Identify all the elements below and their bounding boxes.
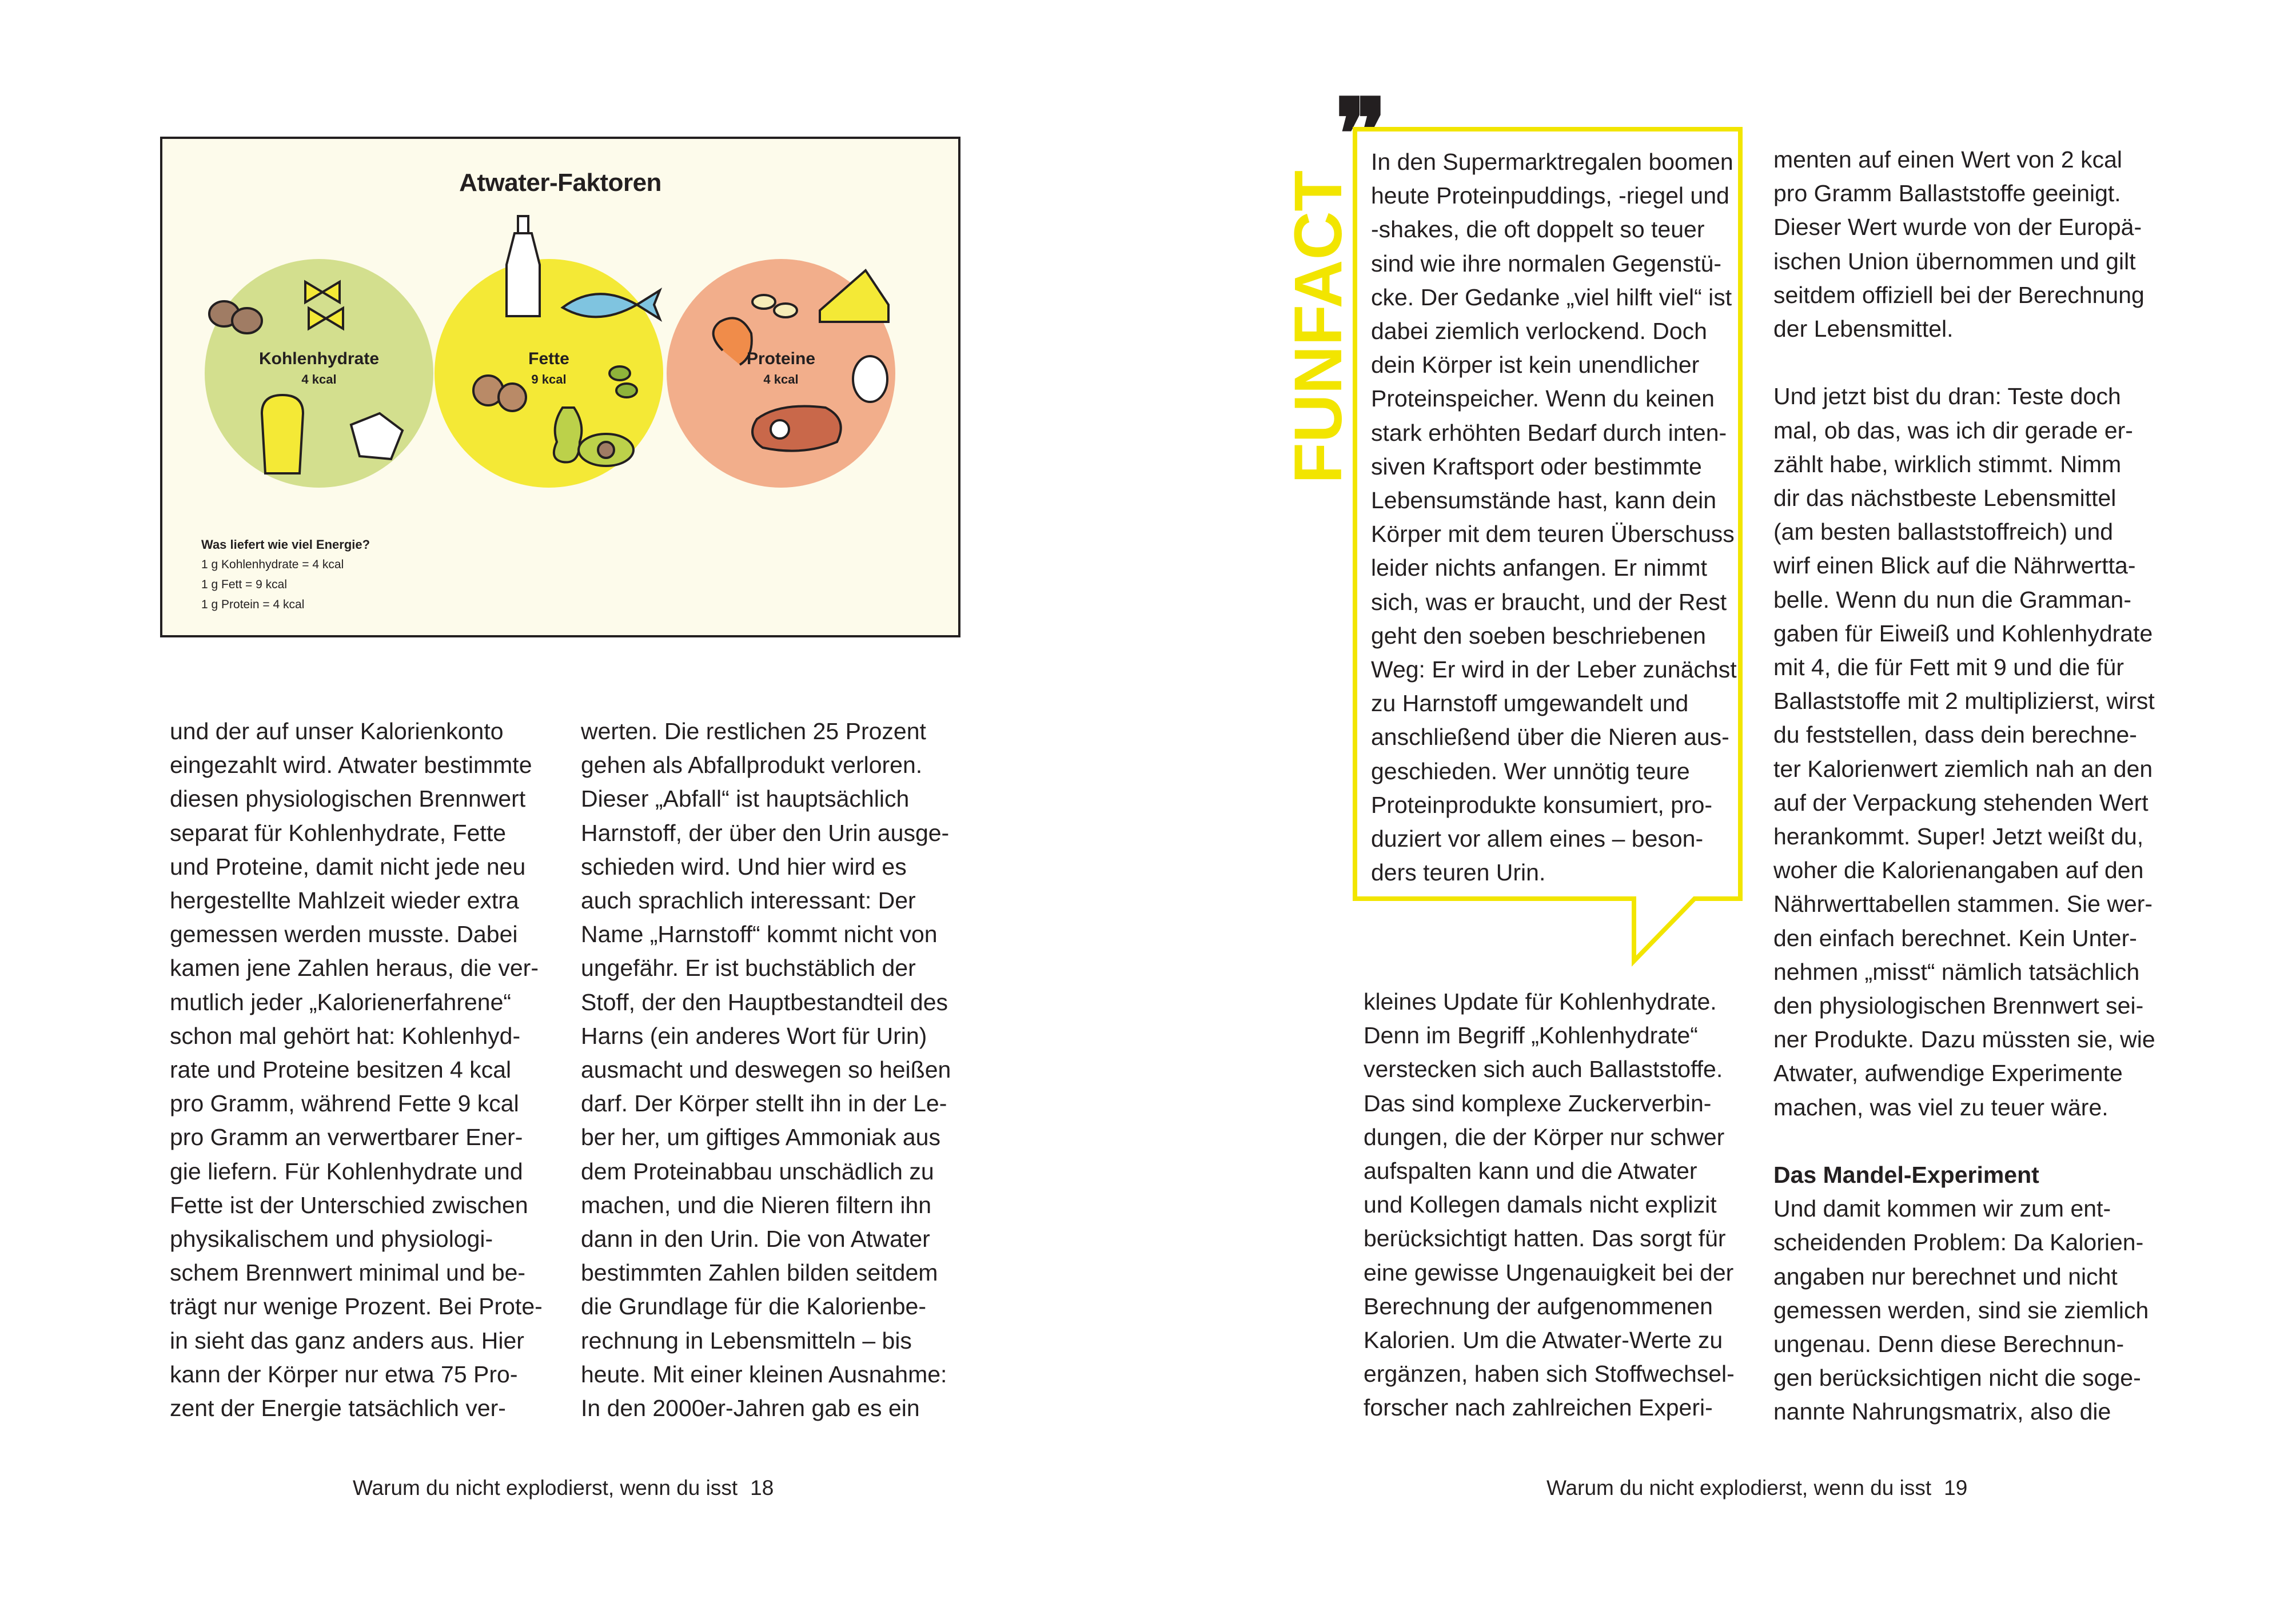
text-line: dann in den Urin. Die von Atwater bbox=[581, 1226, 930, 1253]
fats-label bbox=[457, 349, 640, 387]
text-line: sind wie ihre normalen Gegenstü- bbox=[1371, 250, 1722, 277]
text-line: separat für Kohlenhydrate, Fette bbox=[170, 819, 507, 846]
text-line: heute Proteinpuddings, -riegel und bbox=[1371, 182, 1729, 209]
text-line: gaben für Eiweiß und Kohlenhydrate bbox=[1773, 620, 2153, 647]
text-line: heute. Mit einer kleinen Ausnahme: bbox=[581, 1361, 947, 1387]
text-line: ungenau. Denn diese Berechnun- bbox=[1773, 1331, 2124, 1358]
text-line: dabei ziemlich verlockend. Doch bbox=[1371, 318, 1707, 345]
text-line: -shakes, die oft doppelt so teuer bbox=[1371, 216, 1705, 243]
running-title: Warum du nicht explodierst, wenn du isst bbox=[353, 1476, 738, 1500]
text-line: Lebensumstände hast, kann dein bbox=[1371, 487, 1717, 514]
text-line: herankommt. Super! Jetzt weißt du, bbox=[1773, 823, 2144, 850]
text-line: eine gewisse Ungenauigkeit bei der bbox=[1364, 1259, 1734, 1286]
text-line: mutlich jeder „Kalorienerfahrene“ bbox=[170, 988, 512, 1015]
text-line: Weg: Er wird in der Leber zunächst bbox=[1371, 656, 1737, 683]
text-line: geht den soeben beschriebenen bbox=[1371, 622, 1706, 649]
text-line: zählt habe, wirklich stimmt. Nimm bbox=[1773, 450, 2122, 477]
text-line: Körper mit dem teuren Überschuss bbox=[1371, 521, 1735, 548]
text-line: auf der Verpackung stehenden Wert bbox=[1773, 789, 2148, 816]
text-line: machen, was viel zu teuer wäre. bbox=[1773, 1094, 2108, 1120]
legend-line: 1 g Kohlenhydrate = 4 kcal bbox=[201, 558, 344, 571]
steak-icon bbox=[752, 406, 841, 451]
paragraph-gap bbox=[1773, 1124, 2155, 1158]
text-line: Proteinprodukte konsumiert, pro- bbox=[1371, 791, 1713, 818]
text-line: Und damit kommen wir zum ent- bbox=[1773, 1195, 2111, 1222]
text-line: gen berücksichtigen nicht die soge- bbox=[1773, 1365, 2141, 1391]
right-page-footer bbox=[1546, 1476, 1967, 1500]
text-line: forscher nach zahlreichen Experi- bbox=[1364, 1394, 1713, 1421]
text-line: (am besten ballaststoffreich) und bbox=[1773, 519, 2114, 545]
running-title: Warum du nicht explodierst, wenn du isst bbox=[1546, 1476, 1932, 1500]
text-line: Proteinspeicher. Wenn du keinen bbox=[1371, 385, 1715, 412]
legend-line: 1 g Protein = 4 kcal bbox=[201, 598, 305, 611]
left-text-column-2 bbox=[581, 715, 951, 1425]
section-subheading: Das Mandel-Experiment bbox=[1773, 1162, 2039, 1189]
text-line: darf. Der Körper stellt ihn in der Le- bbox=[581, 1090, 947, 1117]
text-line: Fette ist der Unterschied zwischen bbox=[170, 1191, 528, 1218]
text-line: angaben nur berechnet und nicht bbox=[1773, 1263, 2118, 1290]
text-line: Stoff, der den Hauptbestandteil des bbox=[581, 988, 948, 1015]
text-line: woher die Kalorienangaben auf den bbox=[1773, 857, 2144, 884]
carbs-label bbox=[228, 349, 410, 387]
paragraph-gap bbox=[1773, 346, 2155, 380]
text-line: du feststellen, dass dein berechne- bbox=[1773, 721, 2137, 748]
funfact-label bbox=[1281, 169, 1356, 491]
text-line: Atwater, aufwendige Experimente bbox=[1773, 1060, 2123, 1087]
text-line: kleines Update für Kohlenhydrate. bbox=[1364, 988, 1717, 1015]
text-line: Und jetzt bist du dran: Teste doch bbox=[1773, 383, 2121, 410]
text-line: Das sind komplexe Zuckerverbin- bbox=[1364, 1090, 1712, 1116]
text-line: diesen physiologischen Brennwert bbox=[170, 785, 526, 812]
text-line: schon mal gehört hat: Kohlenhyd- bbox=[170, 1022, 521, 1049]
text-line: ausmacht und deswegen so heißen bbox=[581, 1056, 951, 1083]
text-line: pro Gramm an verwertbarer Ener- bbox=[170, 1124, 523, 1151]
text-line: dungen, die der Körper nur schwer bbox=[1364, 1123, 1725, 1150]
proteins-name: Proteine bbox=[746, 349, 816, 368]
text-line: machen, und die Nieren filtern ihn bbox=[581, 1191, 932, 1218]
text-line: pro Gramm, während Fette 9 kcal bbox=[170, 1090, 519, 1117]
text-line: ders teuren Urin. bbox=[1371, 859, 1546, 886]
left-page-footer bbox=[353, 1476, 774, 1500]
text-line: aufspalten kann und die Atwater bbox=[1364, 1158, 1697, 1185]
page-number: 19 bbox=[1944, 1476, 1968, 1500]
text-line: hergestellte Mahlzeit wieder extra bbox=[170, 887, 519, 914]
text-line: Dieser Wert wurde von der Europä- bbox=[1773, 214, 2142, 241]
text-line: rechnung in Lebensmitteln – bis bbox=[581, 1327, 912, 1354]
legend-title: Was liefert wie viel Energie? bbox=[201, 537, 370, 552]
text-line: Berechnung der aufgenommenen bbox=[1364, 1293, 1713, 1319]
text-line: gehen als Abfallprodukt verloren. bbox=[581, 752, 923, 779]
text-line: Dieser „Abfall“ ist hauptsächlich bbox=[581, 785, 910, 812]
text-line: Nährwerttabellen stammen. Sie wer- bbox=[1773, 891, 2153, 918]
text-line: rate und Proteine besitzen 4 kcal bbox=[170, 1056, 512, 1083]
carbs-name: Kohlenhydrate bbox=[258, 349, 380, 368]
left-text-column-1 bbox=[170, 715, 543, 1425]
funfact-label-svg bbox=[1281, 169, 1356, 491]
text-line: werten. Die restlichen 25 Prozent bbox=[581, 718, 926, 744]
text-line: anschließend über die Nieren aus- bbox=[1371, 724, 1729, 751]
text-line: gie liefern. Für Kohlenhydrate und bbox=[170, 1158, 523, 1185]
right-text-column-1 bbox=[1364, 985, 1735, 1425]
funfact-text bbox=[1371, 145, 1737, 890]
proteins-label bbox=[689, 349, 872, 387]
text-line: gemessen werden musste. Dabei bbox=[170, 921, 518, 948]
text-line: sich, was er braucht, und der Rest bbox=[1371, 588, 1727, 615]
text-line: mit 4, die für Fett mit 9 und die für bbox=[1773, 654, 2124, 681]
text-line: verstecken sich auch Ballaststoffe. bbox=[1364, 1056, 1723, 1083]
infographic-title: Atwater-Faktoren bbox=[459, 169, 661, 197]
fats-name: Fette bbox=[528, 349, 569, 368]
bread-icon bbox=[262, 395, 303, 473]
text-line: zu Harnstoff umgewandelt und bbox=[1371, 690, 1689, 717]
text-line: dem Proteinabbau unschädlich zu bbox=[581, 1158, 934, 1185]
text-line: In den 2000er-Jahren gab es ein bbox=[581, 1395, 920, 1422]
text-line: stark erhöhten Bedarf durch inten- bbox=[1371, 419, 1727, 446]
funfact-label-text: FUNFACT bbox=[1281, 169, 1356, 484]
text-line: Kalorien. Um die Atwater-Werte zu bbox=[1364, 1327, 1723, 1354]
text-line: ter Kalorienwert ziemlich nah an den bbox=[1773, 755, 2153, 782]
text-line: den einfach berechnet. Kein Unter- bbox=[1773, 924, 2137, 951]
text-line: bestimmten Zahlen bilden seitdem bbox=[581, 1259, 938, 1286]
text-line: den physiologischen Brennwert sei- bbox=[1773, 992, 2144, 1019]
text-line: schieden wird. Und hier wird es bbox=[581, 853, 907, 880]
text-line: ungefähr. Er ist buchstäblich der bbox=[581, 955, 916, 982]
text-line: trägt nur wenige Prozent. Bei Prote- bbox=[170, 1293, 543, 1320]
oil-bottle-icon bbox=[507, 216, 540, 316]
text-line: pro Gramm Ballaststoffe geeinigt. bbox=[1773, 180, 2121, 207]
text-line: seitdem offiziell bei der Berechnung bbox=[1773, 281, 2144, 308]
quote-mark-icon: ❞ bbox=[1335, 77, 1388, 192]
text-line: Denn im Begriff „Kohlenhydrate“ bbox=[1364, 1022, 1698, 1049]
text-line: cke. Der Gedanke „viel hilft viel“ ist bbox=[1371, 284, 1732, 310]
atwater-infographic bbox=[160, 137, 960, 637]
text-line: nannte Nahrungsmatrix, also die bbox=[1773, 1398, 2111, 1425]
text-line: Name „Harnstoff“ kommt nicht von bbox=[581, 921, 938, 948]
text-line: belle. Wenn du nun die Gramman- bbox=[1773, 586, 2131, 613]
page-number: 18 bbox=[750, 1476, 774, 1500]
text-line: nehmen „misst“ nämlich tatsächlich bbox=[1773, 958, 2140, 985]
right-text-column-2 bbox=[1773, 143, 2155, 1429]
text-line: siven Kraftsport oder bestimmte bbox=[1371, 453, 1702, 480]
text-line: schem Brennwert minimal und be- bbox=[170, 1259, 526, 1286]
text-line: eingezahlt wird. Atwater bestimmte bbox=[170, 752, 532, 779]
text-line: und Kollegen damals nicht explizit bbox=[1364, 1191, 1717, 1218]
text-line: geschieden. Wer unnötig teure bbox=[1371, 757, 1690, 784]
text-line: kamen jene Zahlen heraus, die ver- bbox=[170, 955, 539, 982]
proteins-kcal: 4 kcal bbox=[763, 372, 799, 386]
text-line: dir das nächstbeste Lebensmittel bbox=[1773, 485, 2116, 512]
text-line: die Grundlage für die Kalorienbe- bbox=[581, 1293, 926, 1320]
text-line: duziert vor allem eines – beson- bbox=[1371, 826, 1704, 852]
text-line: berücksichtigt hatten. Das sorgt für bbox=[1364, 1225, 1726, 1252]
text-line: scheidenden Problem: Da Kalorien- bbox=[1773, 1229, 2144, 1256]
text-line: ergänzen, haben sich Stoffwechsel- bbox=[1364, 1361, 1735, 1387]
text-line: leider nichts anfangen. Er nimmt bbox=[1371, 555, 1707, 581]
text-line: zent der Energie tatsächlich ver- bbox=[170, 1395, 506, 1422]
carbs-kcal: 4 kcal bbox=[301, 372, 337, 386]
text-line: physikalischem und physiologi- bbox=[170, 1226, 493, 1253]
text-line: mal, ob das, was ich dir gerade er- bbox=[1773, 417, 2133, 444]
text-line: Harns (ein anderes Wort für Urin) bbox=[581, 1022, 927, 1049]
text-line: Harnstoff, der über den Urin ausge- bbox=[581, 819, 950, 846]
pear-icon bbox=[554, 408, 581, 462]
text-line: ber her, um giftiges Ammoniak aus bbox=[581, 1124, 940, 1151]
text-line: und Proteine, damit nicht jede neu bbox=[170, 853, 526, 880]
text-line: gemessen werden, sind sie ziemlich bbox=[1773, 1297, 2149, 1323]
fats-kcal: 9 kcal bbox=[531, 372, 567, 386]
text-line: In den Supermarktregalen boomen bbox=[1371, 149, 1733, 175]
avocado-icon bbox=[579, 434, 633, 466]
text-line: kann der Körper nur etwa 75 Pro- bbox=[170, 1361, 518, 1387]
energy-legend bbox=[201, 535, 370, 615]
text-line: ner Produkte. Dazu müssten sie, wie bbox=[1773, 1026, 2155, 1053]
text-line: in sieht das ganz anders aus. Hier bbox=[170, 1327, 524, 1354]
legend-line: 1 g Fett = 9 kcal bbox=[201, 578, 287, 591]
text-line: auch sprachlich interessant: Der bbox=[581, 887, 916, 914]
text-line: Ballaststoffe mit 2 multiplizierst, wirst bbox=[1773, 688, 2155, 715]
text-line: ischen Union übernommen und gilt bbox=[1773, 248, 2136, 274]
text-line: wirf einen Blick auf die Nährwertta- bbox=[1773, 552, 2136, 579]
text-line: dein Körper ist kein unendlicher bbox=[1371, 352, 1700, 378]
text-line: menten auf einen Wert von 2 kcal bbox=[1773, 146, 2123, 173]
text-line: und der auf unser Kalorienkonto bbox=[170, 718, 504, 744]
text-line: der Lebensmittel. bbox=[1773, 316, 1954, 342]
